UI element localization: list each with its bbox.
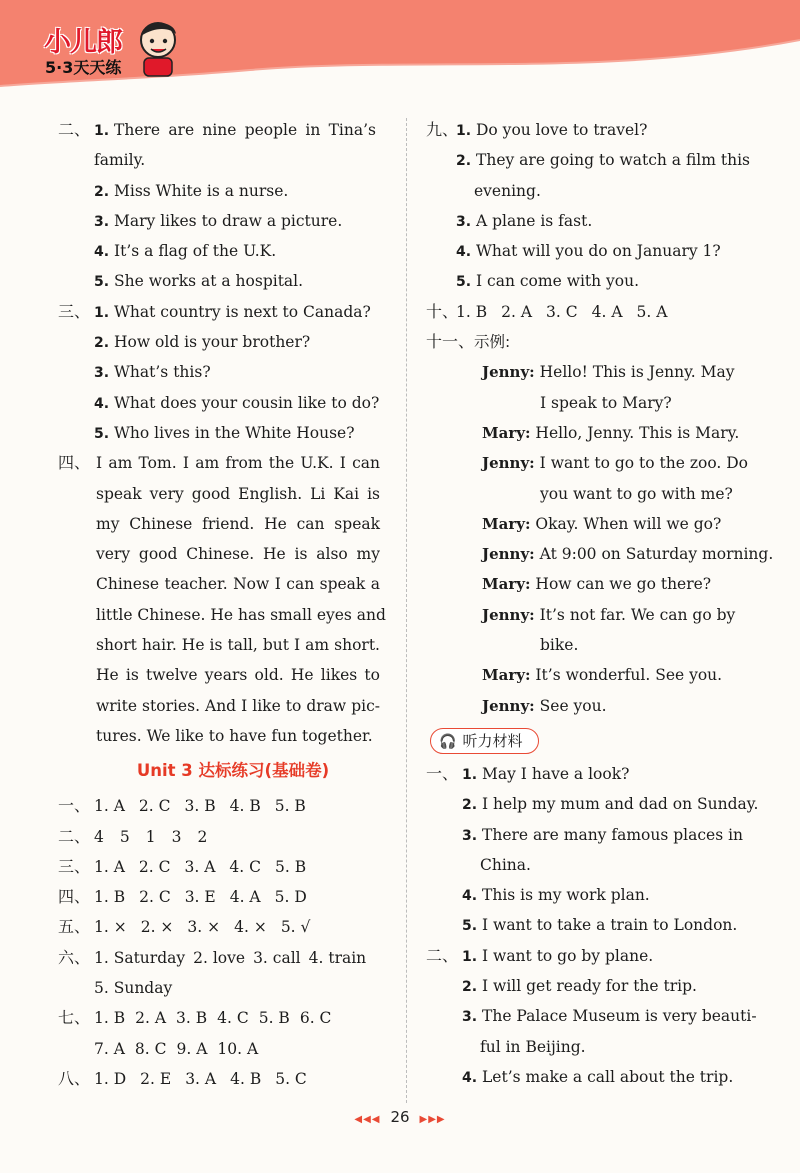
list-item-cont: family. [94,151,146,170]
dialogue-line: Mary: Hello, Jenny. This is Mary. [482,423,740,442]
dialogue-line: Mary: It’s wonderful. See you. [482,666,723,685]
unit-title: Unit 3 达标练习(基础卷) [136,761,330,781]
list-item: 3. Mary likes to draw a picture. [94,211,343,230]
list-item: 2. How old is your brother? [94,333,311,352]
right-arrows-icon: ▶▶▶ [419,1114,446,1125]
list-item: 4. Let’s make a call about the trip. [462,1067,734,1086]
list-item: 二、 1. I want to go by plane. [426,945,654,965]
paragraph-line: write stories. And I like to draw pic- [96,696,380,715]
answer-row-cont: 5. Sunday [94,979,173,998]
list-item: 3. A plane is fast. [456,211,593,230]
list-item: 4. What will you do on January 1? [456,242,721,261]
paragraph-line: speak very good English. Li Kai is [96,484,380,503]
list-item: 5. Who lives in the White House? [94,423,355,442]
dialogue-line: Jenny: I want to go to the zoo. Do [482,454,748,473]
dialogue-line: Jenny: It’s not far. We can go by [482,605,736,624]
answer-row: 七、 1. B 2. A 3. B 4. C 5. B 6. C [58,1008,332,1028]
dialogue-line: Jenny: At 9:00 on Saturday morning. [482,545,774,564]
logo-title: 小儿郎 [44,27,122,58]
right-column [426,115,774,1092]
list-item: 5. I want to take a train to London. [462,916,738,935]
listening-badge: 🎧 听力材料 [430,728,539,754]
list-item: 3. The Palace Museum is very beauti- [462,1007,757,1026]
paragraph-line: Chinese teacher. Now I can speak a [96,575,380,594]
answer-row: 六、 1. Saturday 2. love 3. call 4. train [58,947,367,967]
dialogue-line: Mary: Okay. When will we go? [482,514,722,533]
page-footer [0,1108,800,1126]
answer-row: 一、 1. A 2. C 3. B 4. B 5. B [58,796,306,816]
list-item-cont: China. [480,855,531,874]
list-item: 2. They are going to watch a film this [456,151,750,170]
list-item-cont: evening. [474,181,541,200]
answer-row: 二、 4 5 1 3 2 [58,826,208,846]
listening-header [426,723,756,759]
answer-row: 八、 1. D 2. E 3. A 4. B 5. C [58,1068,307,1088]
column-divider [406,118,407,1103]
paragraph-line: tures. We like to have fun together. [96,726,373,745]
left-arrows-icon: ◀◀◀ [354,1114,381,1125]
paragraph-line: my Chinese friend. He can speak [96,514,380,533]
dialogue-line-cont: bike. [540,636,579,655]
answer-row-cont: 7. A 8. C 9. A 10. A [94,1039,259,1058]
list-item: 3. There are many famous places in [462,825,744,844]
paragraph-line: very good Chinese. He is also my [96,545,380,564]
left-column [58,115,388,1094]
dialogue-line: Jenny: See you. [482,696,607,715]
answer-row: 十、1. B 2. A 3. C 4. A 5. A [426,301,668,321]
logo-subtitle: 5·3天天练 [45,58,122,77]
list-item: 4. This is my work plan. [462,886,650,905]
list-item: 一、 1. May I have a look? [426,763,630,783]
paragraph-line: 四、 I am Tom. I am from the U.K. I can [58,453,380,473]
header-banner [0,0,800,100]
mascot-boy-icon [136,16,180,78]
page-number: 26 [390,1108,410,1126]
list-item: 3. What’s this? [94,363,211,382]
list-item: 三、 1. What country is next to Canada? [58,301,371,321]
dialogue-line: Jenny: Hello! This is Jenny. May [482,363,735,382]
list-item-cont: ful in Beijing. [480,1037,586,1056]
answer-row: 五、 1. × 2. × 3. × 4. × 5. √ [58,917,311,937]
paragraph-line: He is twelve years old. He likes to [96,666,380,685]
list-item: 5. She works at a hospital. [94,272,304,291]
list-item: 5. I can come with you. [456,272,640,291]
list-item: 4. It’s a flag of the U.K. [94,242,277,261]
section-header: 十一、示例: [426,332,511,352]
answer-row: 四、 1. B 2. C 3. E 4. A 5. D [58,887,307,907]
dialogue-line-cont: you want to go with me? [540,484,733,503]
list-item: 九、1. Do you love to travel? [426,120,648,139]
list-item: 4. What does your cousin like to do? [94,393,380,412]
paragraph-line: short hair. He is tall, but I am short. [96,636,380,655]
list-item: 2. I will get ready for the trip. [462,977,697,996]
list-item: 2. Miss White is a nurse. [94,181,289,200]
list-item: 2. I help my mum and dad on Sunday. [462,795,759,814]
answer-row: 三、 1. A 2. C 3. A 4. C 5. B [58,856,307,876]
dialogue-line: Mary: How can we go there? [482,575,712,594]
headphones-icon: 🎧 [439,733,457,750]
paragraph-line: little Chinese. He has small eyes and [96,605,386,624]
list-item: 二、 1. There are nine people in Tina’s [58,120,376,139]
dialogue-line-cont: I speak to Mary? [540,393,672,412]
